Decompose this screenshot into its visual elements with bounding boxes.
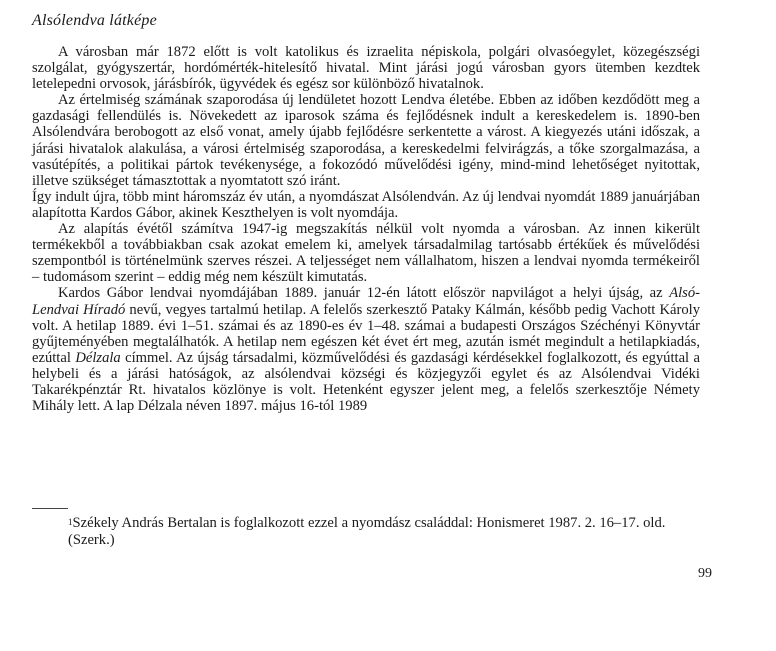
paragraph <box>32 285 700 414</box>
paragraph <box>32 189 700 221</box>
paragraph-text: Az értelmiség számának szaporodása új lendületet hozott Lendva életébe. Ebben az időben kezdődött meg a gazdasági fellendülés is. Növekedett az iparosok száma és fejlődésnek indult a kereskedelem is. 1890-ben Alsólendvára berobogott az első vonat, amely újabb fejlődésre serkentette a várost. A kiegyezés utáni időszak, a járási hivatalok alakulása, a városi értelmiség szaporodása, a kereskedelmi felvirágzás, a tőke szorgalmazása, a vasútépítés, a politikai pártok tevékenysége, a fokozódó művelődési igény, mind-mind lehetőséget nyitottak, illetve szükséget támasztottak a nyomtatott szó iránt. <box>32 92 700 189</box>
paragraph <box>32 44 700 92</box>
paragraph-text: címmel. Az újság társadalmi, közművelődési és gazdasági kérdésekkel foglalkozott, és egyúttal a helybeli és a járási hatóságok, az alsólendvai községi és közjegyzői egylet és az Alsólendvai Vidéki Takarékpénztár Rt. hivatalos közlönye is volt. Hetenként egyszer jelent meg, a felelős szerkesztője Némety Mihály lett. A lap Délzala néven 1897. május 16-tól 1989 <box>32 349 700 415</box>
paragraph-text: Kardos Gábor lendvai nyomdájában 1889. január 12-én látott először napvilágot a helyi újság, az <box>58 285 670 302</box>
italic-title: Délzala <box>75 349 121 366</box>
running-head: Alsólendva látképe <box>32 12 157 29</box>
paragraph <box>32 221 700 285</box>
page-number: 99 <box>698 566 712 581</box>
footnote <box>68 515 710 549</box>
paragraph <box>32 92 700 189</box>
paragraph-text: Az alapítás évétől számítva 1947-ig megszakítás nélkül volt nyomda a városban. Az innen kikerült termékekből a továbbiakban csak azokat emelem ki, amelyek társadalmilag tartósabb értékűek és művelődési szempontból is történelmünk szerves részei. A teljességet nem vállalhatom, hiszen a lendvai nyomda termékeiről – tudomásom szerint – eddig még nem készült kimutatás. <box>32 221 700 286</box>
paragraph-text: Így indult újra, több mint háromszáz év után, a nyomdászat Alsólendván. Az új lendvai nyomdát 1889 januárjában alapította Kardos Gábor, akinek Keszthelyen is volt nyomdája. <box>32 188 700 221</box>
paragraph-text: A városban már 1872 előtt is volt katolikus és izraelita népiskola, polgári olvasóegylet, közegészségi szolgálat, gyógyszertár, hordómérték-hitelesítő hivatal. Mint járási jogú városban gyors ütemben kezdtek letelepedni orvosok, járásbírók, ügyvédek és egész sor különböző hivatalnok. <box>32 44 700 93</box>
footnote-text: Székely András Bertalan is foglalkozott ezzel a nyomdász családdal: Honismeret 1987. 2. 16–17. old. (Szerk.) <box>68 515 666 548</box>
body-text <box>32 44 700 414</box>
footnote-marker: 1 <box>68 517 73 527</box>
footnote-rule <box>32 508 68 509</box>
paragraph-text: nevű, vegyes tartalmú hetilap. A felelős szerkesztő Pataky Kálmán, később pedig Vachott Károly volt. A hetilap 1889. évi 1–51. számai és az 1890-es év 1–48. számai a budapesti Országos Széchényi Könyvtár gyűjteményében megtalálhatók. A hetilap nem egészen két évet ért meg, azután ismét megindult a hetilapkiadás, ezúttal <box>32 301 700 366</box>
italic-title: Alsó-Lendvai Híradó <box>32 285 700 318</box>
